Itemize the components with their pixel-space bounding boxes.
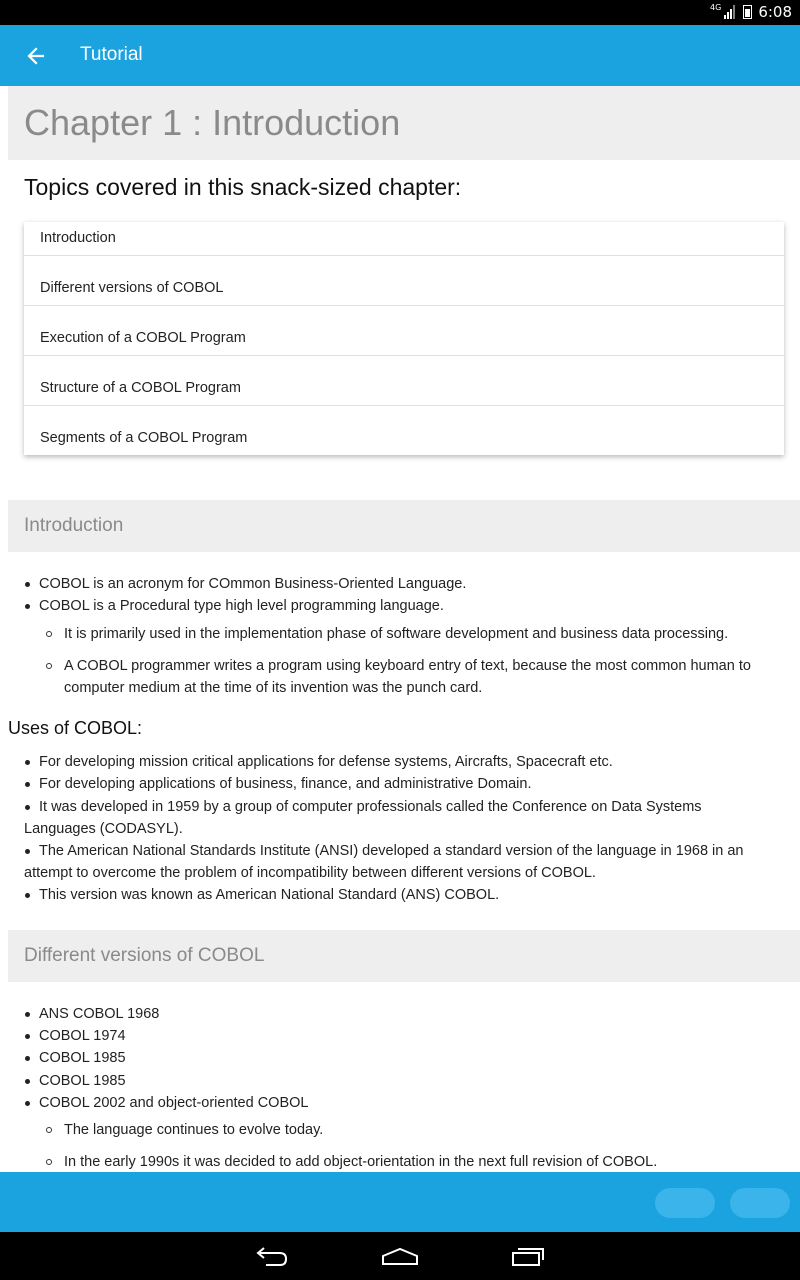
topic-item-versions[interactable] <box>24 272 784 322</box>
previous-button[interactable] <box>655 1188 715 1218</box>
nav-home-button[interactable] <box>370 1240 430 1272</box>
bullet-dot <box>25 604 30 609</box>
topic-label: Structure of a COBOL Program <box>40 380 241 396</box>
topic-label: Introduction <box>40 230 116 246</box>
bullet-dot <box>25 582 30 587</box>
nav-back-button[interactable] <box>242 1240 302 1272</box>
bullet-dot <box>25 1101 30 1106</box>
bullet-dot <box>25 849 30 854</box>
bullet-dot <box>25 782 30 787</box>
nav-recents-button[interactable] <box>498 1240 558 1272</box>
topic-item-structure[interactable] <box>24 372 784 422</box>
section-title: Introduction <box>24 515 124 536</box>
divider <box>24 405 784 406</box>
back-button[interactable] <box>14 38 58 74</box>
topics-list <box>24 222 784 455</box>
bullet-dot <box>25 893 30 898</box>
uses-bullet-cont: Languages (CODASYL). <box>24 821 183 837</box>
battery-icon <box>743 5 752 19</box>
content-scroll-area[interactable] <box>0 86 800 1172</box>
intro-bullet: COBOL is a Procedural type high level programming language. <box>39 598 444 614</box>
bullet-dot <box>25 1079 30 1084</box>
topics-heading: Topics covered in this snack-sized chapter: <box>24 174 462 200</box>
nav-home-icon <box>381 1246 419 1266</box>
versions-sub-bullet: The language continues to evolve today. <box>64 1122 324 1138</box>
divider <box>24 305 784 306</box>
uses-bullet-cont: attempt to overcome the problem of incompatibility between different versions of COBOL. <box>24 865 596 881</box>
versions-sub-bullet: In the early 1990s it was decided to add object-orientation in the next full revision of COBOL. <box>64 1154 658 1170</box>
status-time: 6:08 <box>758 3 792 21</box>
intro-sub-bullet-cont: computer medium at the time of its invention was the punch card. <box>64 680 483 696</box>
nav-back-icon <box>254 1245 290 1267</box>
versions-bullet: COBOL 1974 <box>39 1028 126 1044</box>
intro-sub-bullet: A COBOL programmer writes a program using keyboard entry of text, because the most common human to <box>64 658 751 674</box>
divider <box>24 255 784 256</box>
uses-bullet: It was developed in 1959 by a group of computer professionals called the Conference on Data Systems <box>39 799 702 815</box>
status-bar <box>0 0 800 25</box>
chapter-title: Chapter 1 : Introduction <box>24 102 401 143</box>
uses-bullet: This version was known as American National Standard (ANS) COBOL. <box>39 887 500 903</box>
chapter-header <box>8 86 800 160</box>
sub-bullet-circle <box>46 663 52 669</box>
uses-bullet: The American National Standards Institute (ANSI) developed a standard version of the language in 1968 in an <box>39 843 744 859</box>
next-button[interactable] <box>730 1188 790 1218</box>
arrow-left-icon <box>26 46 46 66</box>
sub-bullet-circle <box>46 1127 52 1133</box>
bullet-dot <box>25 805 30 810</box>
versions-bullet: ANS COBOL 1968 <box>39 1006 160 1022</box>
divider <box>24 355 784 356</box>
signal-icon <box>724 5 737 19</box>
bullet-dot <box>25 760 30 765</box>
topic-item-execution[interactable] <box>24 322 784 372</box>
bullet-dot <box>25 1012 30 1017</box>
sub-bullet-circle <box>46 631 52 637</box>
section-header-introduction <box>8 500 800 552</box>
section-title: Different versions of COBOL <box>24 945 265 966</box>
section-header-versions <box>8 930 800 982</box>
network-type: 4G <box>710 2 722 12</box>
uses-bullet: For developing applications of business, finance, and administrative Domain. <box>39 776 532 792</box>
sub-bullet-circle <box>46 1159 52 1165</box>
topic-label: Execution of a COBOL Program <box>40 330 246 346</box>
topic-item-segments[interactable] <box>24 422 784 472</box>
versions-bullet: COBOL 1985 <box>39 1050 126 1066</box>
app-bar <box>0 25 800 86</box>
bullet-dot <box>25 1056 30 1061</box>
uses-bullet: For developing mission critical applications for defense systems, Aircrafts, Spacecraft etc. <box>39 754 613 770</box>
uses-heading: Uses of COBOL: <box>8 718 143 738</box>
status-icons <box>710 3 792 21</box>
bottom-action-bar <box>0 1172 800 1232</box>
versions-bullet: COBOL 1985 <box>39 1073 126 1089</box>
topic-item-introduction[interactable] <box>24 222 784 272</box>
app-title: Tutorial <box>80 44 143 65</box>
versions-bullet: COBOL 2002 and object-oriented COBOL <box>39 1095 309 1111</box>
nav-recents-icon <box>510 1245 546 1267</box>
bullet-dot <box>25 1034 30 1039</box>
intro-sub-bullet: It is primarily used in the implementation phase of software development and business data processing. <box>64 626 729 642</box>
intro-bullet: COBOL is an acronym for COmmon Business-Oriented Language. <box>39 576 467 592</box>
topic-label: Different versions of COBOL <box>40 280 224 296</box>
topic-label: Segments of a COBOL Program <box>40 430 248 446</box>
system-nav-bar <box>0 1232 800 1280</box>
